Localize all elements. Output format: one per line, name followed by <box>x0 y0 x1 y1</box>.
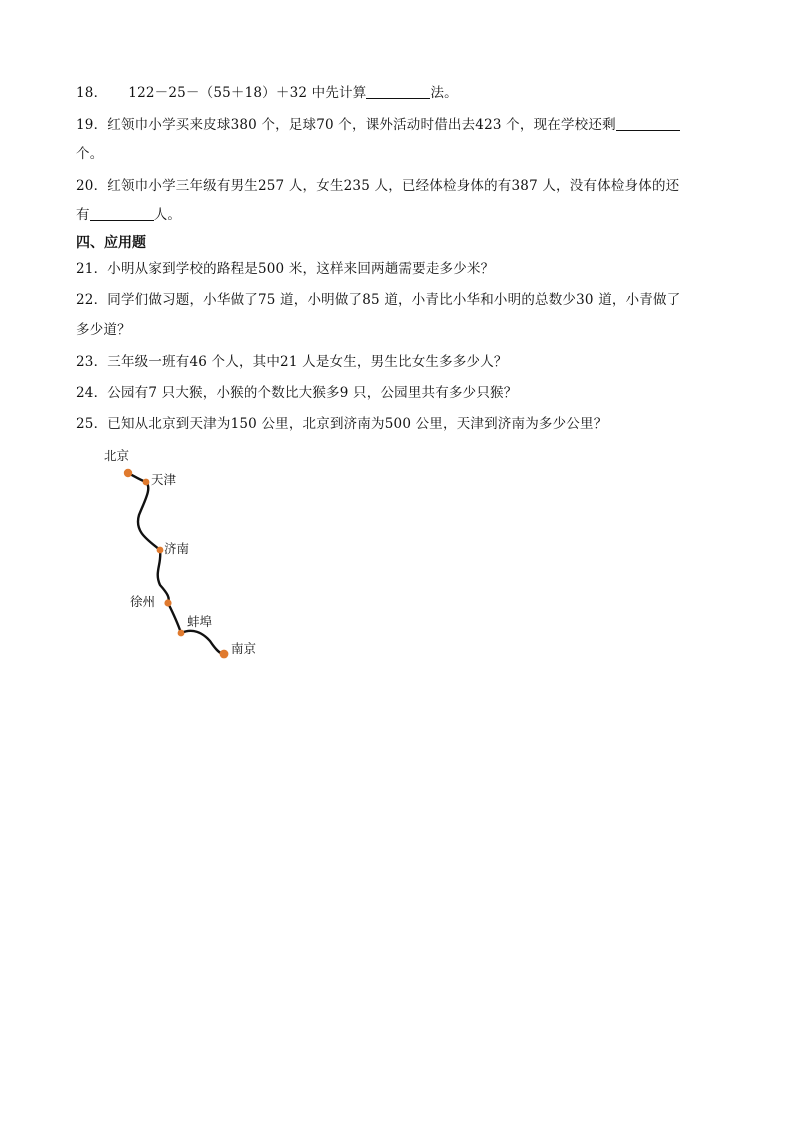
question-text: 小明从家到学校的路程是500 米，这样来回两趟需要走多少米？ <box>107 261 495 277</box>
city-label-nanjing: 南京 <box>231 641 257 656</box>
city-dot-xuzhou <box>164 599 171 606</box>
question-number: 21． <box>76 261 108 277</box>
question-text-end: 人。 <box>153 207 182 223</box>
question-22 <box>76 291 680 309</box>
answer-blank[interactable] <box>90 206 154 221</box>
city-label-jinan: 济南 <box>164 541 190 556</box>
question-22-cont <box>76 321 131 339</box>
city-dot-jinan <box>157 547 164 554</box>
question-number: 24． <box>76 385 108 401</box>
route-map <box>90 440 290 670</box>
question-text: 已知从北京到天津为150 公里，北京到济南为500 公里，天津到济南为多少公里？ <box>107 416 608 432</box>
question-21 <box>76 260 494 278</box>
question-text: 同学们做习题，小华做了75 道，小明做了85 道，小青比小华和小明的总数少30 道，小青做了 <box>107 292 681 308</box>
question-text: 红领巾小学买来皮球380 个，足球70 个，课外活动时借出去423 个，现在学校还剩 <box>107 117 616 133</box>
question-19-cont <box>76 145 103 163</box>
question-number: 25． <box>76 416 108 432</box>
question-number: 22． <box>76 292 108 308</box>
question-text-end: 个。 <box>76 146 104 162</box>
question-text-lead: 有 <box>76 207 90 223</box>
question-23 <box>76 353 508 371</box>
question-20 <box>76 177 679 195</box>
city-label-tianjin: 天津 <box>151 472 177 487</box>
city-dot-bengbu <box>178 630 185 637</box>
city-dot-beijing <box>124 469 132 477</box>
question-19 <box>76 116 680 134</box>
question-25 <box>76 415 607 433</box>
answer-blank[interactable] <box>616 116 680 131</box>
city-dot-nanjing <box>220 650 229 659</box>
question-text: 122－25－（55＋18）＋32 中先计算 <box>128 85 367 101</box>
question-text: 红领巾小学三年级有男生257 人，女生235 人，已经体检身体的有387 人，没有体检身体的还 <box>107 178 680 194</box>
question-number: 18． <box>76 85 108 101</box>
question-number: 20． <box>76 178 108 194</box>
answer-blank[interactable] <box>366 84 430 99</box>
city-label-bengbu: 蚌埠 <box>187 614 213 629</box>
question-number: 19． <box>76 117 108 133</box>
city-label-xuzhou: 徐州 <box>130 594 156 609</box>
question-text-end: 法。 <box>430 85 458 101</box>
city-label-beijing: 北京 <box>104 448 130 463</box>
question-24 <box>76 384 517 402</box>
city-dot-tianjin <box>143 479 150 486</box>
section-title: 四、应用题 <box>76 235 146 251</box>
question-text-end: 多少道？ <box>76 322 131 338</box>
question-18 <box>76 84 458 102</box>
question-text: 公园有7 只大猴，小猴的个数比大猴多9 只，公园里共有多少只猴？ <box>107 385 518 401</box>
question-number: 23． <box>76 354 108 370</box>
question-text: 三年级一班有46 个人，其中21 人是女生，男生比女生多多少人？ <box>107 354 508 370</box>
question-20-cont <box>76 206 181 224</box>
